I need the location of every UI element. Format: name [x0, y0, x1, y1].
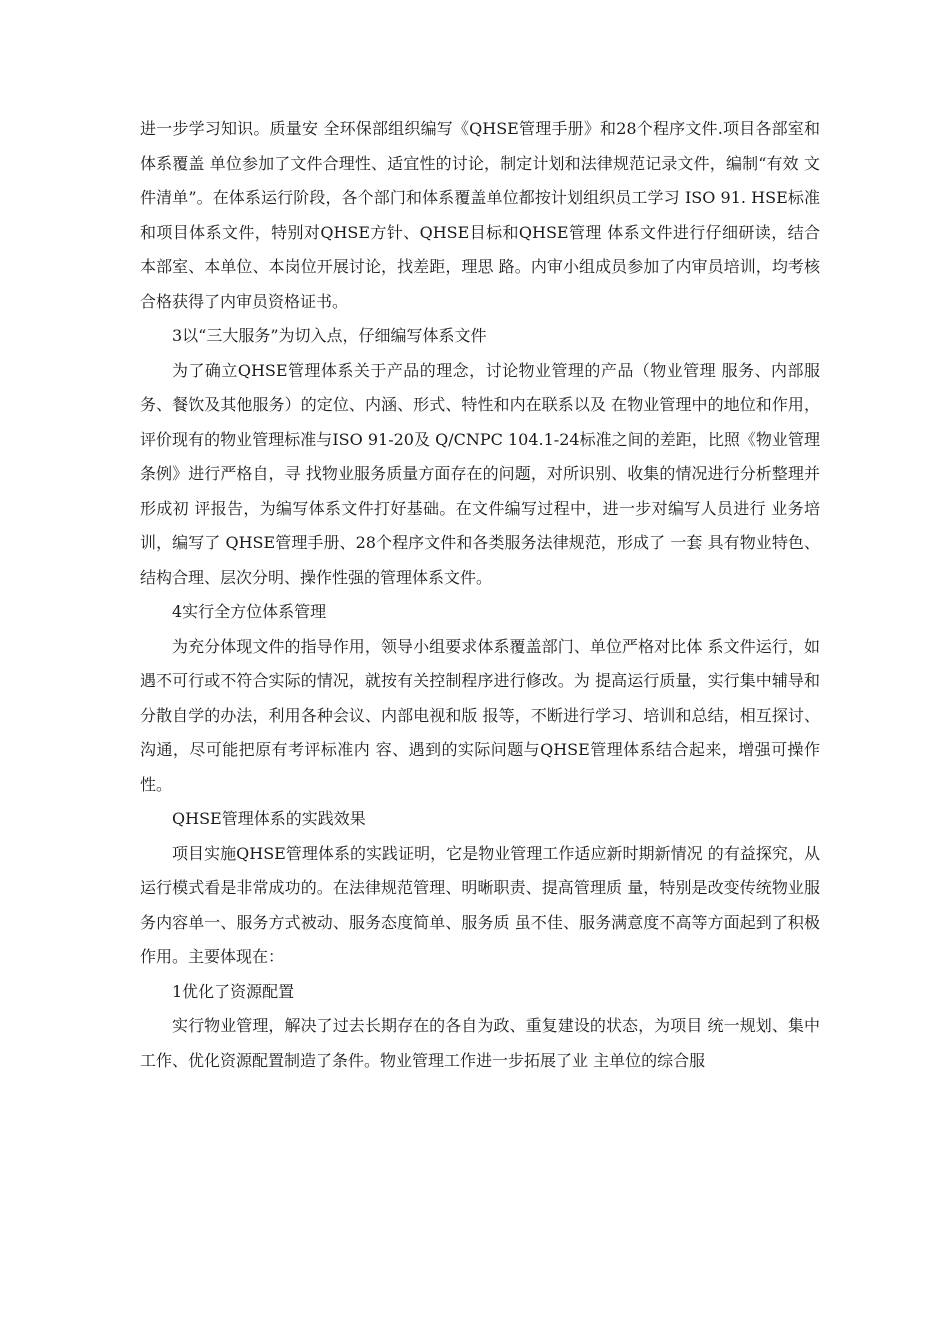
document-page — [140, 112, 820, 1078]
paragraph: 项目实施QHSE管理体系的实践证明，它是物业管理工作适应新时期新情况 的有益探究，从运行模式看是非常成功的。在法律规范管理、明晰职责、提高管理质 量，特别是改变传统物业服务内容单一、服务方式被动、服务态度简单、服务质 虽不佳、服务满意度不高等方面起到了积极作用。主要体现在： — [140, 843, 820, 966]
section-heading-practice-effects: QHSE管理体系的实践效果 — [172, 809, 366, 828]
paragraph: 为充分体现文件的指导作用，领导小组要求体系覆盖部门、单位严格对比体 系文件运行，如遇不可行或不符合实际的情况，就按有关控制程序进行修改。为 提高运行质量，实行集中辅导和分散自学的办法，利用各种会议、内部电视和版 报等，不断进行学习、培训和总结，相互探讨、沟通，尽可能把原有考评标准内 容、遇到的实际问题与QHSE管理体系结合起来，增强可操作性。 — [140, 636, 820, 794]
section-heading-4: 4实行全方位体系管理 — [172, 602, 327, 621]
section-heading-3: 3以“三大服务”为切入点，仔细编写体系文件 — [172, 326, 487, 345]
paragraph-continued: 进一步学习知识。质量安 全环保部组织编写《QHSE管理手册》和28个程序文件.项目各部室和体系覆盖 单位参加了文件合理性、适宜性的讨论，制定计划和法律规范记录文件，编制“有效 文件清单”。在体系运行阶段，各个部门和体系覆盖单位都按计划组织员工学习 ISO 91. HSE标准和项目体系文件，特别对QHSE方针、QHSE目标和QHSE管理 体系文件进行仔细研读，结合本部室、本单位、本岗位开展讨论，找差距，理思 路。内审小组成员参加了内审员培训，均考核合格获得了内审员资格证书。 — [140, 119, 820, 311]
paragraph: 为了确立QHSE管理体系关于产品的理念，讨论物业管理的产品（物业管理 服务、内部服务、餐饮及其他服务）的定位、内涵、形式、特性和内在联系以及 在物业管理中的地位和作用，评价现有的物业管理标准与ISO 91-20及 Q/CNPC 104.1-24标准之间的差距，比照《物业管理条例》进行严格自，寻 找物业服务质量方面存在的问题，对所识别、收集的情况进行分析整理并形成初 评报告，为编写体系文件打好基础。在文件编写过程中，进一步对编写人员进行 业务培训，编写了 QHSE管理手册、28个程序文件和各类服务法律规范，形成了 一套 具有物业特色、结构合理、层次分明、操作性强的管理体系文件。 — [140, 360, 820, 587]
section-heading-1: 1优化了资源配置 — [172, 981, 295, 1001]
paragraph: 实行物业管理，解决了过去长期存在的各自为政、重复建设的状态，为项目 统一规划、集中工作、优化资源配置制造了条件。物业管理工作进一步拓展了业 主单位的综合服 — [140, 1016, 820, 1070]
